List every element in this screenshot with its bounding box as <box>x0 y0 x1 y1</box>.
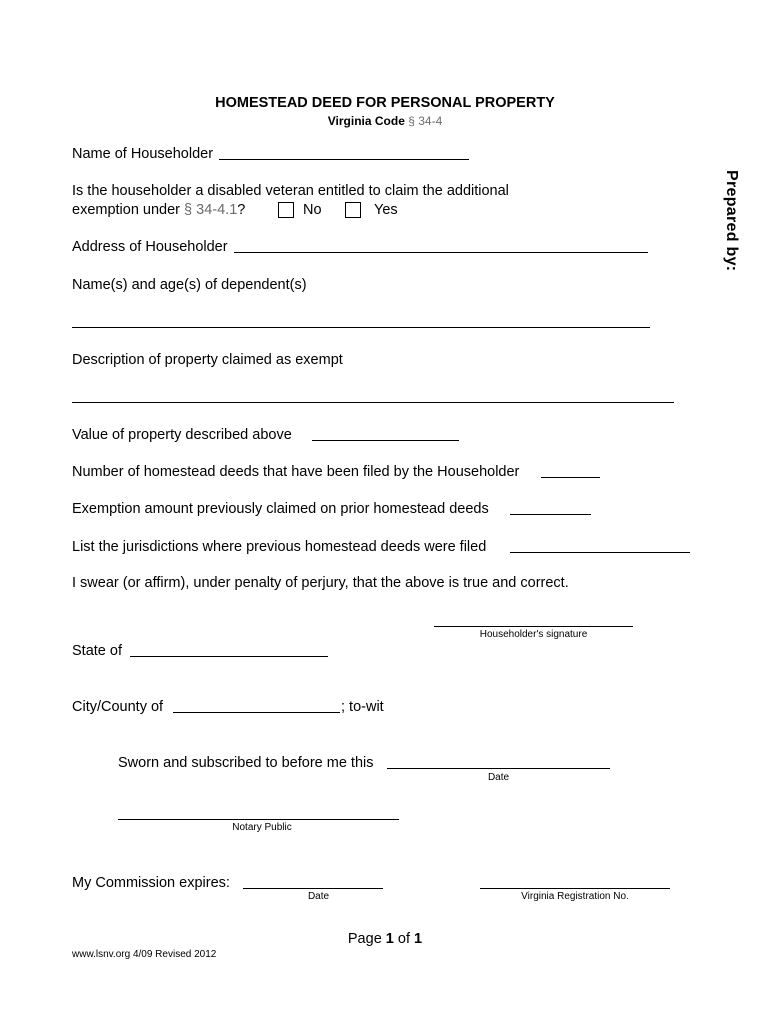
dependents-field[interactable] <box>72 327 650 328</box>
jurisdictions-field[interactable] <box>510 552 690 553</box>
commission-label: My Commission expires: <box>72 875 230 891</box>
prepared-by-label: Prepared by: <box>723 170 740 272</box>
veteran-question-line1: Is the householder a disabled veteran entitled to claim the additional <box>72 183 509 199</box>
description-label: Description of property claimed as exempt <box>72 352 343 368</box>
sworn-label: Sworn and subscribed to before me this <box>118 755 374 771</box>
veteran-question-prefix: exemption under <box>72 202 185 218</box>
veteran-code-reference-link[interactable]: § 34-4.1 <box>184 202 238 218</box>
value-label: Value of property described above <box>72 427 292 443</box>
value-field[interactable] <box>312 440 459 441</box>
address-field[interactable] <box>234 252 648 253</box>
yes-checkbox[interactable] <box>345 202 361 218</box>
notary-caption: Notary Public <box>232 822 292 833</box>
city-county-field[interactable] <box>173 712 340 713</box>
document-subtitle <box>0 114 770 128</box>
prior-amount-field[interactable] <box>510 514 591 515</box>
no-checkbox[interactable] <box>278 202 294 218</box>
address-label: Address of Householder <box>72 239 228 255</box>
commission-date-field[interactable] <box>243 888 383 889</box>
page-of: of <box>393 931 415 947</box>
veteran-question-suffix: ? <box>237 202 246 218</box>
revision-footer: www.lsnv.org 4/09 Revised 2012 <box>72 949 217 960</box>
name-field[interactable] <box>219 159 469 160</box>
oath-statement: I swear (or affirm), under penalty of perjury, that the above is true and correct. <box>72 575 569 591</box>
jurisdictions-label: List the jurisdictions where previous homestead deeds were filed <box>72 539 487 555</box>
deeds-count-field[interactable] <box>541 477 600 478</box>
householder-signature-field[interactable] <box>434 626 633 627</box>
code-reference-link[interactable]: § 34-4 <box>408 114 443 128</box>
dependents-label: Name(s) and age(s) of dependent(s) <box>72 277 307 293</box>
state-field[interactable] <box>130 656 328 657</box>
subtitle-prefix: Virginia Code <box>327 114 409 128</box>
state-label: State of <box>72 643 122 659</box>
prior-amount-label: Exemption amount previously claimed on prior homestead deeds <box>72 501 489 517</box>
name-label: Name of Householder <box>72 146 214 162</box>
to-wit-text: ; to-wit <box>341 699 384 715</box>
description-field[interactable] <box>72 402 674 403</box>
sworn-date-field[interactable] <box>387 768 610 769</box>
veteran-question-line2 <box>72 201 245 219</box>
deeds-count-label: Number of homestead deeds that have been filed by the Householder <box>72 464 520 480</box>
city-county-label: City/County of <box>72 699 164 715</box>
page-number <box>0 930 770 948</box>
registration-number-field[interactable] <box>480 888 670 889</box>
commission-date-caption: Date <box>307 891 330 902</box>
sworn-date-caption: Date <box>487 772 510 783</box>
yes-label: Yes <box>374 202 398 218</box>
document-title: HOMESTEAD DEED FOR PERSONAL PROPERTY <box>215 95 555 111</box>
registration-caption: Virginia Registration No. <box>521 891 629 902</box>
page-total: 1 <box>414 931 423 947</box>
no-label: No <box>303 202 322 218</box>
page-prefix: Page <box>347 931 386 947</box>
page-current: 1 <box>385 931 394 947</box>
signature-caption: Householder's signature <box>479 629 588 640</box>
notary-signature-field[interactable] <box>118 819 399 820</box>
